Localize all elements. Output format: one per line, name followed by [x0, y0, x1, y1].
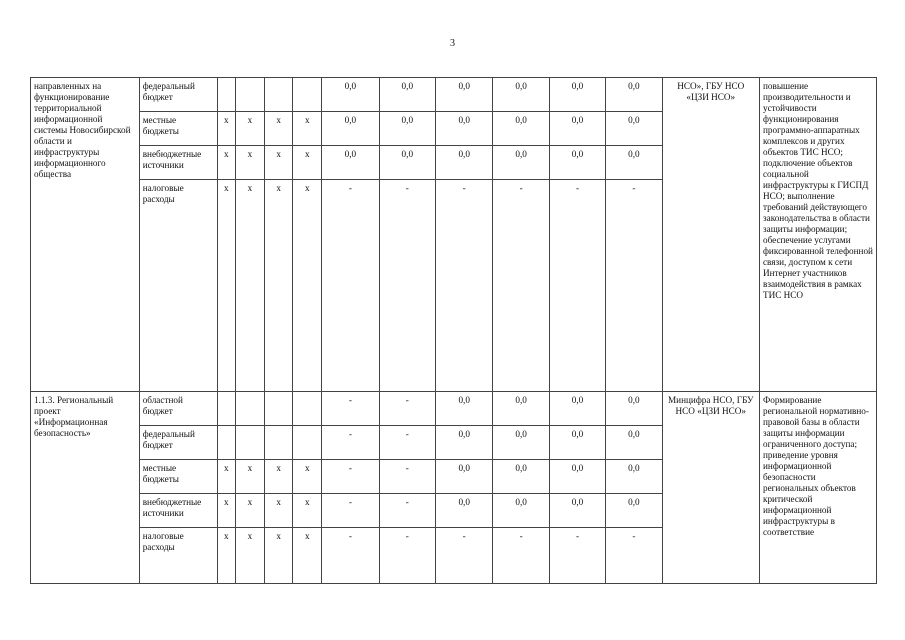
value-cell: - [606, 528, 662, 584]
funding-source: местные бюджеты [139, 460, 217, 494]
mark-cell: x [217, 180, 235, 392]
section-title: 1.1.3. Региональный проект «Информационная безопасность» [31, 392, 140, 584]
value-cell: 0,0 [379, 146, 435, 180]
value-cell: 0,0 [322, 146, 379, 180]
value-cell: 0,0 [322, 78, 379, 112]
value-cell: - [606, 180, 662, 392]
value-cell: - [322, 528, 379, 584]
mark-cell: x [236, 112, 265, 146]
executor-cell: НСО», ГБУ НСО «ЦЗИ НСО» [662, 78, 759, 392]
funding-source: федеральный бюджет [139, 78, 217, 112]
value-cell: - [435, 180, 492, 392]
mark-cell: x [293, 146, 322, 180]
mark-cell: x [264, 112, 293, 146]
mark-cell: x [217, 146, 235, 180]
value-cell: 0,0 [493, 392, 549, 426]
mark-cell: x [264, 528, 293, 584]
value-cell: 0,0 [322, 112, 379, 146]
value-cell: - [379, 494, 435, 528]
value-cell: 0,0 [493, 426, 549, 460]
mark-cell: x [264, 180, 293, 392]
mark-cell [217, 392, 235, 426]
mark-cell: x [264, 146, 293, 180]
mark-cell [264, 78, 293, 112]
value-cell: 0,0 [435, 494, 492, 528]
value-cell: - [379, 392, 435, 426]
funding-source: налоговые расходы [139, 180, 217, 392]
mark-cell: x [293, 112, 322, 146]
value-cell: 0,0 [493, 146, 549, 180]
value-cell: - [379, 460, 435, 494]
funding-source: внебюджетные источники [139, 146, 217, 180]
funding-source: налоговые расходы [139, 528, 217, 584]
result-cell: повышение производительности и устойчивости функционирования программно-аппаратных комплексов и других объектов ТИС НСО; подключение объектов социальной инфраструктуры к ГИСПД НСО; выполнение требований действующего законодательства в области защиты информации; обеспечение услугами фиксированной телефонной связи, доступом к сети Интернет участников взаимодействия в рамках ТИС НСО [759, 78, 876, 392]
value-cell: - [549, 528, 605, 584]
value-cell: - [322, 180, 379, 392]
value-cell: 0,0 [493, 460, 549, 494]
value-cell: 0,0 [606, 460, 662, 494]
value-cell: 0,0 [435, 392, 492, 426]
mark-cell: x [293, 460, 322, 494]
mark-cell [217, 78, 235, 112]
mark-cell: x [264, 460, 293, 494]
value-cell: 0,0 [606, 146, 662, 180]
mark-cell: x [217, 528, 235, 584]
mark-cell: x [236, 528, 265, 584]
value-cell: - [322, 392, 379, 426]
mark-cell: x [236, 180, 265, 392]
funding-source: федеральный бюджет [139, 426, 217, 460]
value-cell: 0,0 [549, 392, 605, 426]
mark-cell [293, 78, 322, 112]
value-cell: 0,0 [606, 78, 662, 112]
mark-cell: x [264, 494, 293, 528]
mark-cell: x [217, 112, 235, 146]
value-cell: 0,0 [379, 112, 435, 146]
value-cell: 0,0 [435, 112, 492, 146]
financing-table [30, 77, 877, 584]
table-row [31, 392, 877, 426]
mark-cell [293, 426, 322, 460]
mark-cell [264, 392, 293, 426]
value-cell: 0,0 [379, 78, 435, 112]
value-cell: - [435, 528, 492, 584]
value-cell: - [493, 180, 549, 392]
value-cell: 0,0 [493, 112, 549, 146]
value-cell: - [322, 494, 379, 528]
value-cell: 0,0 [606, 392, 662, 426]
value-cell: - [379, 426, 435, 460]
value-cell: 0,0 [549, 494, 605, 528]
mark-cell [236, 78, 265, 112]
value-cell: 0,0 [435, 460, 492, 494]
value-cell: - [549, 180, 605, 392]
value-cell: 0,0 [606, 426, 662, 460]
value-cell: - [493, 528, 549, 584]
value-cell: - [322, 460, 379, 494]
mark-cell: x [236, 494, 265, 528]
mark-cell [236, 426, 265, 460]
value-cell: 0,0 [549, 146, 605, 180]
value-cell: 0,0 [549, 460, 605, 494]
mark-cell [264, 426, 293, 460]
value-cell: 0,0 [606, 112, 662, 146]
value-cell: 0,0 [549, 426, 605, 460]
value-cell: 0,0 [606, 494, 662, 528]
mark-cell: x [217, 460, 235, 494]
mark-cell: x [236, 460, 265, 494]
value-cell: 0,0 [549, 78, 605, 112]
mark-cell: x [293, 180, 322, 392]
mark-cell: x [217, 494, 235, 528]
mark-cell [293, 392, 322, 426]
table-row [31, 78, 877, 112]
mark-cell [236, 392, 265, 426]
value-cell: 0,0 [435, 146, 492, 180]
value-cell: - [379, 180, 435, 392]
value-cell: 0,0 [549, 112, 605, 146]
value-cell: - [322, 426, 379, 460]
value-cell: 0,0 [435, 78, 492, 112]
value-cell: - [379, 528, 435, 584]
funding-source: внебюджетные источники [139, 494, 217, 528]
funding-source: областной бюджет [139, 392, 217, 426]
value-cell: 0,0 [493, 78, 549, 112]
mark-cell: x [293, 528, 322, 584]
executor-cell: Минцифра НСО, ГБУ НСО «ЦЗИ НСО» [662, 392, 759, 584]
result-cell: Формирование региональной нормативно-правовой базы в области защиты информации ограниченного доступа; приведение уровня информационной безопасности региональных объектов критической информационной инфраструктуры в соответствие [759, 392, 876, 584]
mark-cell: x [293, 494, 322, 528]
section-title: направленных на функционирование территориальной информационной системы Новосибирской области и инфраструктуры информационного общества [31, 78, 140, 392]
mark-cell [217, 426, 235, 460]
funding-source: местные бюджеты [139, 112, 217, 146]
mark-cell: x [236, 146, 265, 180]
value-cell: 0,0 [435, 426, 492, 460]
value-cell: 0,0 [493, 494, 549, 528]
page-number: 3 [450, 38, 455, 49]
